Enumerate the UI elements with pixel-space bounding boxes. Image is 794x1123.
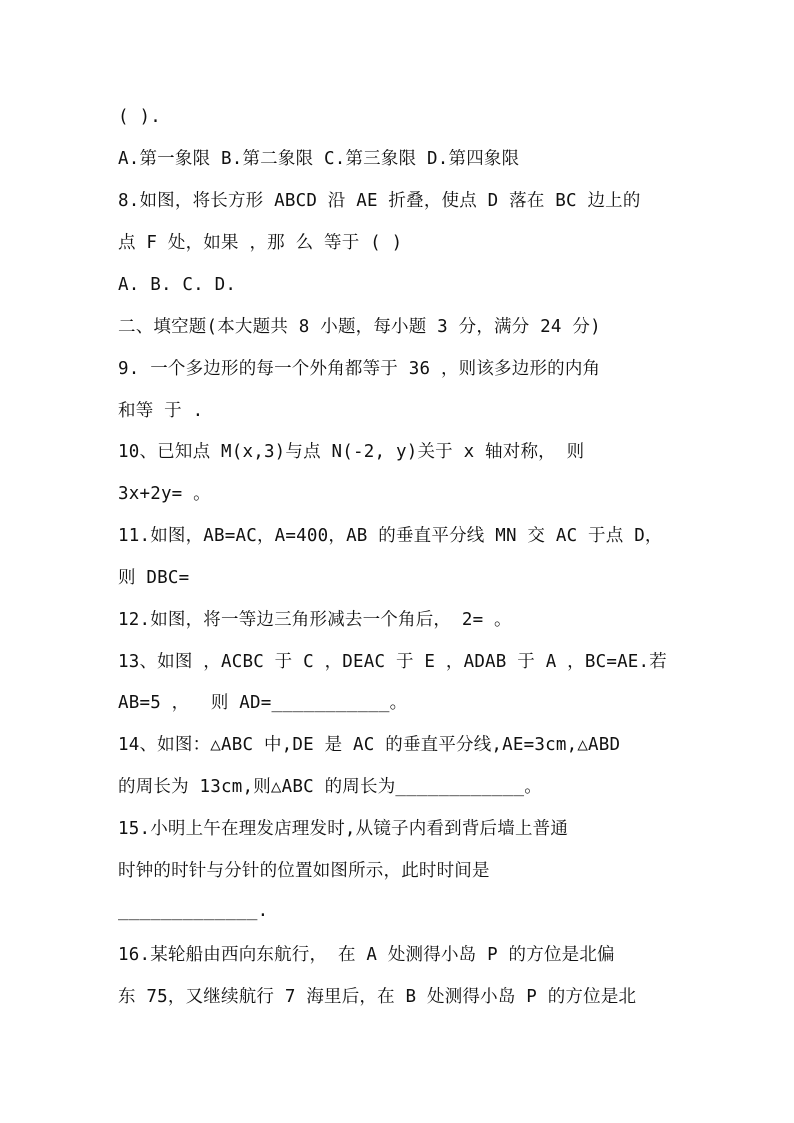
question-10-text-1: 10、已知点 M(x,3)与点 N(-2, y)关于 x 轴对称， 则 [118, 442, 585, 462]
question-14-text-2: 的周长为 13cm,则△ABC 的周长为____________。 [118, 777, 542, 797]
question-9-text-1: 9. 一个多边形的每一个外角都等于 36 ，则该多边形的内角 [118, 359, 601, 379]
question-11-text-1: 11.如图，AB=AC，A=400，AB 的垂直平分线 MN 交 AC 于点 D， [118, 526, 663, 546]
question-12-text: 12.如图，将一等边三角形减去一个角后， 2= 。 [118, 610, 512, 630]
question-8-text-2: 点 F 处，如果 ，那 么 等于 ( ) [118, 233, 403, 253]
question-7-blank: ( ). [118, 107, 161, 127]
question-9-text-2: 和等 于 . [118, 401, 204, 421]
question-7-options: A.第一象限 B.第二象限 C.第三象限 D.第四象限 [118, 149, 520, 169]
question-10-text-2: 3x+2y= 。 [118, 484, 211, 504]
question-15-text-2: 时钟的时针与分针的位置如图所示，此时时间是 [118, 861, 490, 881]
question-13-text-2: AB=5 ， 则 AD=___________。 [118, 693, 408, 713]
question-8-options: A. B. C. D. [118, 275, 237, 295]
question-15-answer-blank: _____________. [118, 901, 269, 921]
section-heading-fill-in: 二、填空题(本大题共 8 小题，每小题 3 分，满分 24 分) [118, 317, 601, 337]
question-16-text-1: 16.某轮船由西向东航行， 在 A 处测得小岛 P 的方位是北偏 [118, 945, 615, 965]
question-11-text-2: 则 DBC= [118, 568, 190, 588]
question-8-text-1: 8.如图，将长方形 ABCD 沿 AE 折叠，使点 D 落在 BC 边上的 [118, 191, 641, 211]
question-15-text-1: 15.小明上午在理发店理发时,从镜子内看到背后墙上普通 [118, 819, 569, 839]
question-13-text-1: 13、如图 ，ACBC 于 C ，DEAC 于 E ，ADAB 于 A ，BC=AE.若 [118, 652, 667, 672]
question-14-text-1: 14、如图：△ABC 中,DE 是 AC 的垂直平分线,AE=3cm,△ABD [118, 735, 621, 755]
question-16-text-2: 东 75，又继续航行 7 海里后，在 B 处测得小岛 P 的方位是北 [118, 987, 637, 1007]
